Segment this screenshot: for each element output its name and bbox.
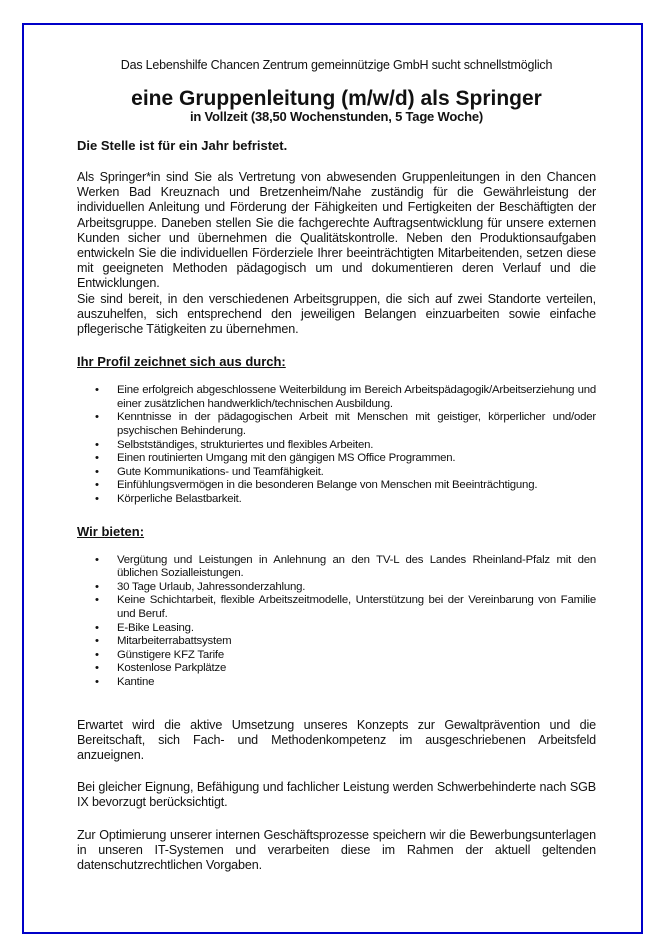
list-item: • Eine erfolgreich abgeschlossene Weiterbildung im Bereich Arbeitspädagogik/Arbeitserziehung und einer zusätzlichen handwerklich/technischen Ausbildung. — [95, 384, 596, 410]
intro-line: Das Lebenshilfe Chancen Zentrum gemeinnützige GmbH sucht schnellstmöglich — [120, 58, 553, 72]
bullet-icon: • — [95, 438, 99, 451]
bullet-icon: • — [95, 452, 99, 465]
list-item: • Einen routinierten Umgang mit den gängigen MS Office Programmen. — [95, 452, 456, 465]
bullet-icon: • — [95, 492, 99, 505]
bullet-icon: • — [95, 594, 99, 607]
bullet-icon: • — [95, 621, 99, 634]
list-item: • Mitarbeiterrabattsystem — [95, 635, 232, 648]
list-item: • Vergütung und Leistungen in Anlehnung an den TV-L des Landes Rheinland-Pfalz mit den üblichen Sozialleistungen. — [95, 553, 596, 580]
list-item: • Einfühlungsvermögen in die besonderen Belange von Menschen mit Beeinträchtigung. — [95, 479, 538, 492]
list-item: • 30 Tage Urlaub, Jahressonderzahlung. — [95, 580, 306, 593]
bullet-icon: • — [95, 479, 99, 492]
profile-list — [77, 384, 596, 506]
bullet-icon: • — [95, 411, 99, 424]
expectation-paragraph: Erwartet wird die aktive Umsetzung unseres Konzepts zur Gewaltprävention und die Bereitschaft, sich Fach- und Methodenkompetenz im ausgeschriebenen Arbeitsfeld anzueignen. — [77, 717, 596, 762]
bullet-icon: • — [95, 553, 99, 566]
list-item: • Körperliche Belastbarkeit. — [95, 492, 242, 505]
list-item: • Selbstständiges, strukturiertes und flexibles Arbeiten. — [95, 438, 374, 451]
list-item: • E-Bike Leasing. — [95, 621, 194, 634]
bullet-icon: • — [95, 465, 99, 478]
list-item: • Keine Schichtarbeit, flexible Arbeitszeitmodelle, Unterstützung bei der Vereinbarung von Familie und Beruf. — [95, 594, 596, 620]
bullet-icon: • — [95, 648, 99, 661]
profile-heading: Ihr Profil zeichnet sich aus durch: — [77, 354, 286, 370]
list-item: • Günstigere KFZ Tarife — [95, 648, 225, 661]
job-subtitle: in Vollzeit (38,50 Wochenstunden, 5 Tage Woche) — [189, 109, 484, 124]
limited-notice: Die Stelle ist für ein Jahr befristet. — [77, 138, 288, 153]
list-item: • Kenntnisse in der pädagogischen Arbeit mit Menschen mit geistiger, körperlicher und/oder psychischen Behinderung. — [95, 411, 596, 438]
bullet-icon: • — [95, 662, 99, 675]
list-item: • Kostenlose Parkplätze — [95, 662, 227, 675]
list-item: • Kantine — [95, 675, 155, 688]
bullet-icon: • — [95, 675, 99, 688]
bullet-icon: • — [95, 384, 99, 397]
description-paragraph-1: Als Springer*in sind Sie als Vertretung von abwesenden Gruppenleitungen in den Chancen Werken Bad Kreuznach und Bretzenheim/Nahe zuständig für die Gewährleistung der individuellen Anleitung und Förderung der Fähigkeiten und Fertigkeiten der Beschäftigten der Arbeitsgruppe. Daneben stellen Sie die fachgerechte Auftragsentwicklung für unsere externen Kunden sicher und übernehmen die Qualitätskontrolle. Neben den Produktionsaufgaben entwickeln Sie die individuellen Förderziele Ihrer beeinträchtigten Mitarbeitenden, setzen diese mit geeigneten Methoden pädagogisch um und dokumentieren deren Verlauf und die Entwicklungen. — [77, 170, 596, 291]
bullet-icon: • — [95, 635, 99, 648]
offer-list — [77, 554, 596, 690]
description-paragraph-2: Sie sind bereit, in den verschiedenen Arbeitsgruppen, die sich auf zwei Standorte verteilen, auszuhelfen, sich entsprechend den jeweiligen Belangen einzuarbeiten sowie einfache pflegerische Tätigkeiten zu übernehmen. — [77, 291, 596, 337]
offer-heading: Wir bieten: — [77, 523, 145, 539]
job-title: eine Gruppenleitung (m/w/d) als Springer — [131, 87, 542, 110]
disability-paragraph: Bei gleicher Eignung, Befähigung und fachlicher Leistung werden Schwerbehinderte nach SGB IX bevorzugt berücksichtigt. — [77, 780, 596, 810]
list-item: • Gute Kommunikations- und Teamfähigkeit. — [95, 465, 324, 478]
job-posting — [77, 58, 596, 873]
bullet-icon: • — [95, 580, 99, 593]
privacy-paragraph: Zur Optimierung unserer internen Geschäftsprozesse speichern wir die Bewerbungsunterlagen in unseren IT-Systemen und verarbeiten diese im Rahmen der aktuell geltenden datenschutzrechtlichen Vorgaben. — [77, 827, 596, 872]
